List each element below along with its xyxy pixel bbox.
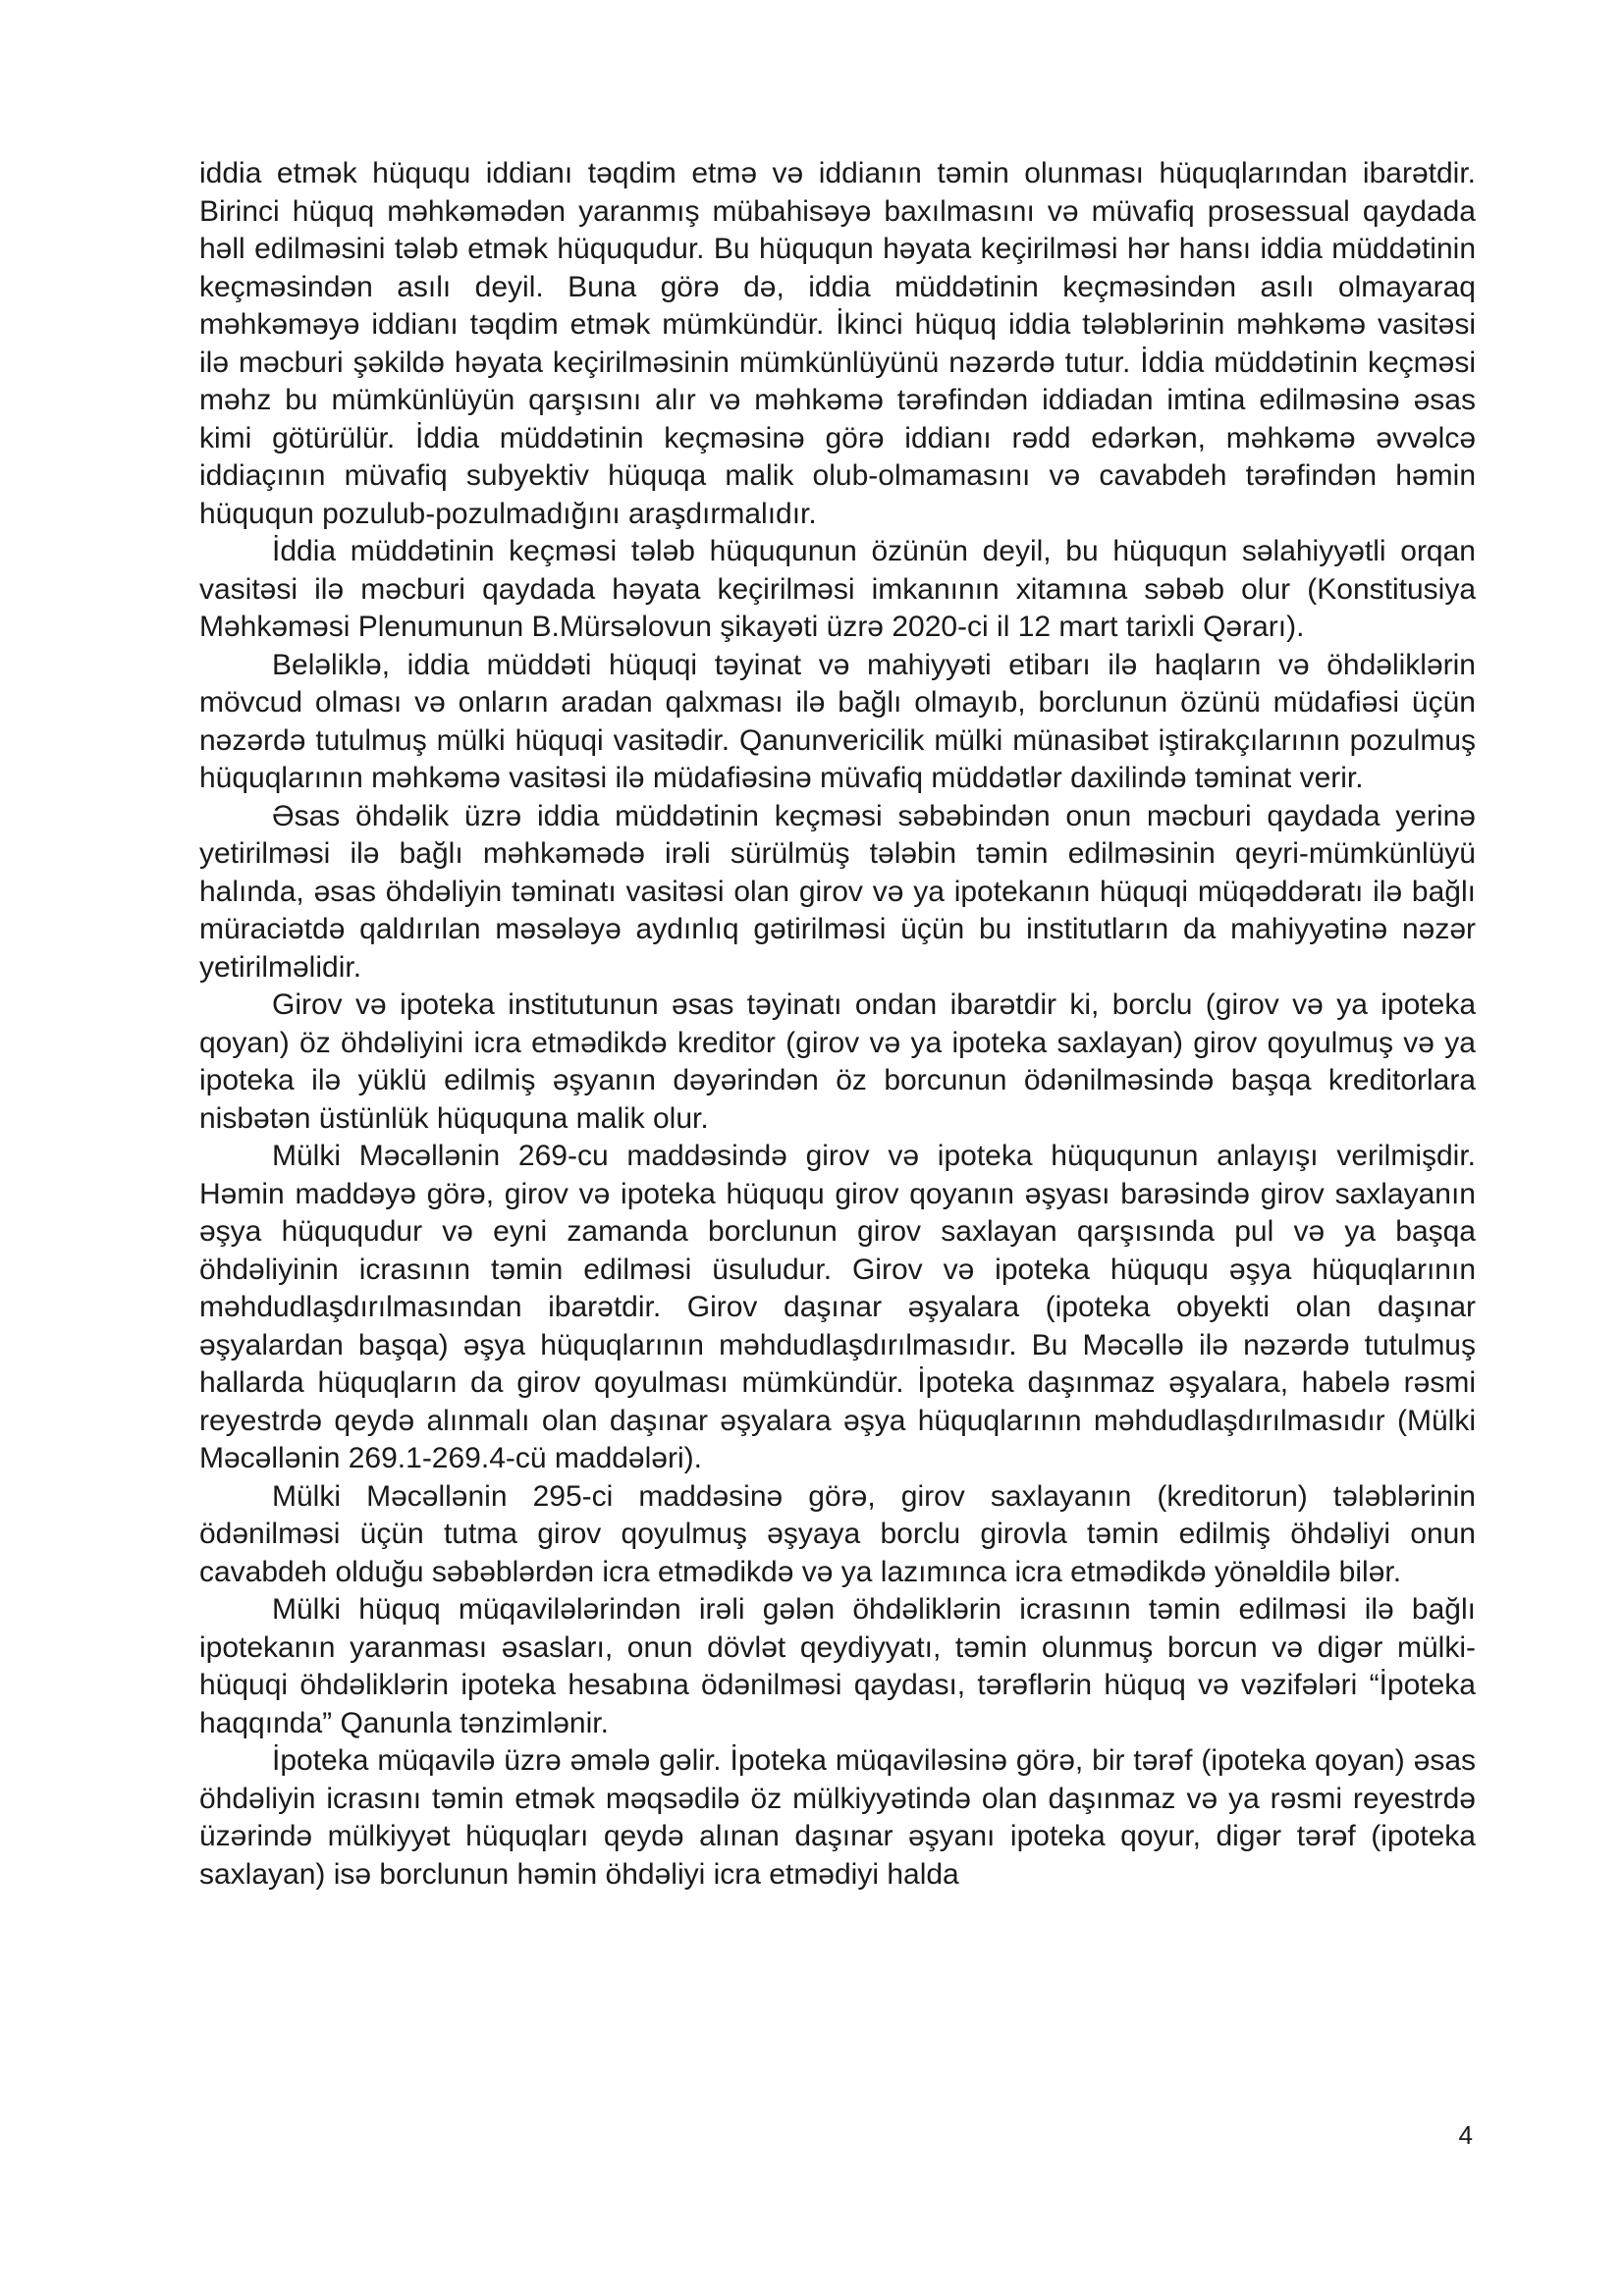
paragraph-6: Mülki Məcəllənin 269-cu maddəsində girov və ipoteka hüququnun anlayışı verilmişdir. Həmin maddəyə görə, girov və ipoteka hüququ girov qoyanın əşyası barəsində girov saxlayanın əşya hüququdur və eyni zamanda borclunun girov saxlayan qarşısında pul və ya başqa öhdəliyinin icrasının təmin edilməsi üsuludur. Girov və ipoteka hüququ əşya hüquqlarının məhdudlaşdırılmasından ibarətdir. Girov daşınar əşyalara (ipoteka obyekti olan daşınar əşyalardan başqa) əşya hüquqlarının məhdudlaşdırılmasıdır. Bu Məcəllə ilə nəzərdə tutulmuş hallarda hüquqların da girov qoyulması mümkündür. İpoteka daşınmaz əşyalara, habelə rəsmi reyestrdə qeydə alınmalı olan daşınar əşyalara əşya hüquqlarının məhdudlaşdırılmasıdır (Mülki Məcəllənin 269.1-269.4-cü maddələri). <box>199 1140 1476 1474</box>
paragraph-3: Beləliklə, iddia müddəti hüquqi təyinat və mahiyyəti etibarı ilə haqların və öhdəliklərin mövcud olması və onların aradan qalxması ilə bağlı olmayıb, borclunun özünü müdafiəsi üçün nəzərdə tutulmuş mülki hüquqi vasitədir. Qanunvericilik mülki münasibət iştirakçılarının pozulmuş hüquqlarının məhkəmə vasitəsi ilə müdafiəsinə müvafiq müddətlər daxilində təminat verir. <box>199 648 1476 794</box>
paragraph-2: İddia müddətinin keçməsi tələb hüququnun özünün deyil, bu hüququn səlahiyyətli orqan vasitəsi ilə məcburi qaydada həyata keçirilməsi imkanının xitamına səbəb olur (Konstitusiya Məhkəməsi Plenumunun B.Mürsəlovun şikayəti üzrə 2020-ci il 12 mart tarixli Qərarı). <box>199 535 1476 643</box>
paragraph-7: Mülki Məcəllənin 295-ci maddəsinə görə, girov saxlayanın (kreditorun) tələblərinin ödənilməsi üçün tutma girov qoyulmuş əşyaya borclu girovla təmin edilmiş öhdəliyi onun cavabdeh olduğu səbəblərdən icra etmədikdə və ya lazımınca icra etmədikdə yönəldilə bilər. <box>199 1479 1476 1588</box>
body-text <box>199 155 1476 1894</box>
paragraph-9: İpoteka müqavilə üzrə əmələ gəlir. İpoteka müqaviləsinə görə, bir tərəf (ipoteka qoyan) əsas öhdəliyin icrasını təmin etmək məqsədilə öz mülkiyyətində olan daşınmaz və ya rəsmi reyestrdə üzərində mülkiyyət hüquqları qeydə alınan daşınar əşyanı ipoteka qoyur, digər tərəf (ipoteka saxlayan) isə borclunun həmin öhdəliyi icra etmədiyi halda <box>199 1744 1476 1891</box>
paragraph-8: Mülki hüquq müqavilələrindən irəli gələn öhdəliklərin icrasının təmin edilməsi ilə bağlı ipotekanın yaranması əsasları, onun dövlət qeydiyyatı, təmin olunmuş borcun və digər mülki-hüquqi öhdəliklərin ipoteka hesabına ödənilməsi qaydası, tərəflərin hüquq və vəzifələri “İpoteka haqqında” Qanunla tənzimlənir. <box>199 1593 1476 1739</box>
paragraph-5: Girov və ipoteka institutunun əsas təyinatı ondan ibarətdir ki, borclu (girov və ya ipoteka qoyan) öz öhdəliyini icra etmədikdə kreditor (girov və ya ipoteka saxlayan) girov qoyulmuş və ya ipoteka ilə yüklü edilmiş əşyanın dəyərindən öz borcunun ödənilməsində başqa kreditorlara nisbətən üstünlük hüququna malik olur. <box>199 988 1476 1135</box>
paragraph-1: iddia etmək hüququ iddianı təqdim etmə və iddianın təmin olunması hüquqlarından ibarətdir. Birinci hüquq məhkəmədən yaranmış mübahisəyə baxılmasını və müvafiq prosessual qaydada həll edilməsini tələb etmək hüququdur. Bu hüququn həyata keçirilməsi hər hansı iddia müddətinin keçməsindən asılı deyil. Buna görə də, iddia müddətinin keçməsindən asılı olmayaraq məhkəməyə iddianı təqdim etmək mümkündür. İkinci hüquq iddia tələblərinin məhkəmə vasitəsi ilə məcburi şəkildə həyata keçirilməsinin mümkünlüyünü nəzərdə tutur. İddia müddətinin keçməsi məhz bu mümkünlüyün qarşısını alır və məhkəmə tərəfindən iddiadan imtina edilməsinə əsas kimi götürülür. İddia müddətinin keçməsinə görə iddianı rədd edərkən, məhkəmə əvvəlcə iddiaçının müvafiq subyektiv hüquqa malik olub-olmamasını və cavabdeh tərəfindən həmin hüququn pozulub-pozulmadığını araşdırmalıdır. <box>199 157 1476 530</box>
paragraph-4: Əsas öhdəlik üzrə iddia müddətinin keçməsi səbəbindən onun məcburi qaydada yerinə yetirilməsi ilə bağlı məhkəmədə irəli sürülmüş tələbin təmin edilməsinin qeyri-mümkünlüyü halında, əsas öhdəliyin təminatı vasitəsi olan girov və ya ipotekanın hüquqi müqəddəratı ilə bağlı müraciətdə qaldırılan məsələyə aydınlıq gətirilməsi üçün bu institutların da mahiyyətinə nəzər yetirilməlidir. <box>199 799 1476 984</box>
page-number: 4 <box>1458 2120 1473 2150</box>
